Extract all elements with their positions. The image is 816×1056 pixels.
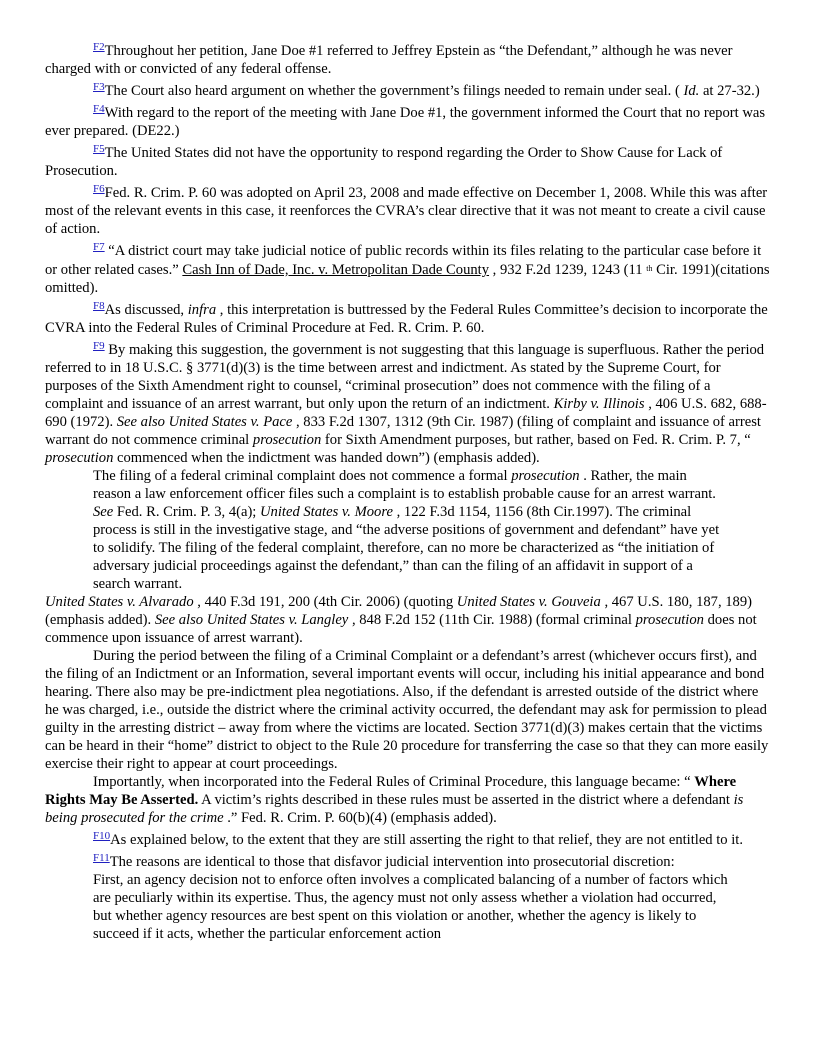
case-citation-moore: United States v. Moore	[260, 504, 393, 520]
footnote-link-f10[interactable]: F10	[93, 830, 111, 842]
footnote-f2-text: Throughout her petition, Jane Doe #1 referred to Jeffrey Epstein as “the Defendant,” although he was never charged with or convicted of any federal offense.	[45, 43, 733, 77]
footnote-link-f6[interactable]: F6	[93, 183, 105, 195]
block-quote-alvarado	[93, 467, 770, 593]
footnote-f3-text-end: at 27-32.)	[699, 83, 760, 99]
citation-text-c: , 848 F.2d 152 (11th Cir. 1988) (formal criminal	[348, 612, 636, 628]
footnote-link-f3[interactable]: F3	[93, 81, 105, 93]
footnote-f9-paragraph-2: During the period between the filing of a Criminal Complaint or a defendant’s arrest (whichever occurs first), and the filing of an Indictment or an Information, several important events will occur, including his initial appearance and bond hearing. There also may be pre-indictment plea negotiations. Also, if the defendant is arrested outside of the district where he was charged, i.e., outside the district where the criminal activity occurred, the defendant may ask for permission to plead guilty in the arresting district – away from where the victims are located. Section 3771(d)(3) makes certain that the victims can be heard in their “home” district to object to the Rule 20 procedure for transferring the case so that they can more easily exercise their right to appear at court proceedings.	[45, 648, 769, 772]
footnote-f9-text-e: commenced when the indictment was handed down”) (emphasis added).	[113, 450, 540, 466]
footnote-f2	[45, 38, 770, 78]
citation-after-quote	[45, 593, 770, 647]
case-citation-kirby: Kirby v. Illinois	[553, 396, 645, 412]
case-citation-pace: See also United States v. Pace	[116, 414, 293, 430]
block-quote-f11-text: First, an agency decision not to enforce often involves a complicated balancing of a number of factors which are peculiarly within its expertise. Thus, the agency must not only assess whether a violation had occurred, but whether agency resources are best spent on this violation or another, whether the agency is likely to succeed if it acts, whether the particular enforcement action	[93, 872, 728, 942]
case-citation-cash-inn: Cash Inn of Dade, Inc. v. Metropolitan Dade County	[182, 262, 490, 278]
para3-text-b: A victim’s rights described in these rules must be asserted in the district where a defendant	[198, 792, 734, 808]
footnote-f8	[45, 297, 770, 337]
footnote-f6	[45, 180, 770, 238]
prosecution-emphasis: prosecution	[511, 468, 580, 484]
prosecution-emphasis: prosecution	[252, 432, 322, 448]
footnote-f7-text-b: , 932 F.2d 1239, 1243 (11	[489, 262, 647, 278]
footnote-f10	[45, 827, 770, 849]
citation-text-b: , 467 U.S. 180, 187, 189) (emphasis added).	[45, 594, 753, 628]
case-citation-gouveia: United States v. Gouveia	[456, 594, 601, 610]
footnote-f5-text: The United States did not have the opportunity to respond regarding the Order to Show Cause for Lack of Prosecution.	[45, 145, 723, 179]
block-quote-text	[93, 467, 728, 593]
footnote-f9-text-c: , 833 F.2d 1307, 1312 (9th Cir. 1987) (filing of complaint and issuance of arrest warrant do not commence criminal	[45, 414, 761, 448]
footnote-f8-text: As discussed,	[104, 302, 188, 318]
prosecution-emphasis: prosecution	[45, 450, 114, 466]
para3-text-a: Importantly, when incorporated into the Federal Rules of Criminal Procedure, this language became: “	[93, 774, 695, 790]
footnote-link-f11[interactable]: F11	[93, 852, 110, 864]
rule-heading: Where Rights May Be Asserted.	[45, 774, 737, 808]
para3-text-c: .” Fed. R. Crim. P. 60(b)(4) (emphasis added).	[223, 810, 497, 826]
footnote-link-f8[interactable]: F8	[93, 300, 105, 312]
footnote-f9-text-d: for Sixth Amendment purposes, but rather, based on Fed. R. Crim. P. 7, “	[321, 432, 751, 448]
quote-text-d: , 122 F.3d 1154, 1156 (8th Cir.1997). The criminal process is still in the investigative stage, and “the adverse positions of government and defendant” have yet to solidify. The filing of the federal complaint, therefore, can no more be characterized as “the initiation of adversary judicial proceedings against the defendant,” than can the filing of an affidavit in support of a search warrant.	[93, 504, 720, 592]
footnote-f9-text-b: , 406 U.S. 682, 688-690 (1972).	[45, 396, 767, 430]
ordinal-suffix: th	[646, 264, 653, 273]
footnote-link-f7[interactable]: F7	[93, 241, 105, 253]
block-quote-f11	[93, 871, 770, 943]
quote-text-b: . Rather, the main reason a law enforcement officer files such a complaint is to establish probable cause for an arrest warrant.	[93, 468, 716, 502]
footnote-f9	[45, 337, 770, 467]
footnote-link-f9[interactable]: F9	[93, 340, 105, 352]
footnote-f7	[45, 238, 770, 297]
footnote-f8-text-b: , this interpretation is buttressed by the Federal Rules Committee’s decision to incorporate the CVRA into the Federal Rules of Criminal Procedure at Fed. R. Crim. P. 60.	[45, 302, 768, 336]
citation-text-d: does not commence upon issuance of arrest warrant).	[45, 612, 757, 646]
footnote-f7-text-c: Cir. 1991)(citations omitted).	[45, 262, 770, 296]
quote-text-a: The filing of a federal criminal complaint does not commence a formal	[93, 468, 512, 484]
footnote-f4-text: With regard to the report of the meeting with Jane Doe #1, the government informed the Court that no report was ever prepared. (DE22.)	[45, 105, 766, 139]
id-citation: Id.	[683, 83, 700, 99]
footnote-f5	[45, 140, 770, 180]
footnote-f7-text: “A district court may take judicial notice of public records within its files relating to the particular case before it or other related cases.”	[45, 243, 762, 278]
footnote-f11	[45, 849, 770, 871]
footnote-link-f4[interactable]: F4	[93, 103, 105, 115]
case-citation-alvarado: United States v. Alvarado	[45, 594, 194, 610]
footnote-f4	[45, 100, 770, 140]
emphasis-text: is being prosecuted for the crime	[45, 792, 744, 826]
footnote-f3-text: The Court also heard argument on whether the government’s filings needed to remain under seal. (	[104, 83, 684, 99]
infra-text: infra	[187, 302, 217, 318]
footnote-link-f2[interactable]: F2	[93, 41, 105, 53]
footnote-f11-text: The reasons are identical to those that disfavor judicial intervention into prosecutorial discretion:	[109, 854, 675, 870]
footnote-f3	[45, 78, 770, 100]
footnote-f9-text: By making this suggestion, the government is not suggesting that this language is superfluous. Rather the period referred to in 18 U.S.C. § 3771(d)(3) is the time between arrest and indictment. As stated by the Supreme Court, for purposes of the Sixth Amendment right to counsel, “criminal prosecution” does not commence with the filing of a complaint and issuance of an arrest warrant, but only upon the return of an indictment.	[45, 342, 765, 412]
prosecution-emphasis: prosecution	[635, 612, 704, 628]
footnote-f6-text: Fed. R. Crim. P. 60 was adopted on April 23, 2008 and made effective on December 1, 2008. While this was after most of the relevant events in this case, it reenforces the CVRA’s clear directive that it was not meant to create a civil cause of action.	[45, 185, 768, 237]
footnote-link-f5[interactable]: F5	[93, 143, 105, 155]
see-signal: See	[93, 504, 114, 520]
footnote-f10-text: As explained below, to the extent that they are still asserting the right to that relief, they are not entitled to it.	[110, 832, 744, 848]
case-citation-langley: See also United States v. Langley	[154, 612, 349, 628]
citation-text-a: , 440 F.3d 191, 200 (4th Cir. 2006) (quoting	[193, 594, 457, 610]
document-page	[45, 38, 770, 943]
quote-text-c: Fed. R. Crim. P. 3, 4(a);	[113, 504, 261, 520]
footnote-f9-paragraph-3	[45, 773, 770, 827]
